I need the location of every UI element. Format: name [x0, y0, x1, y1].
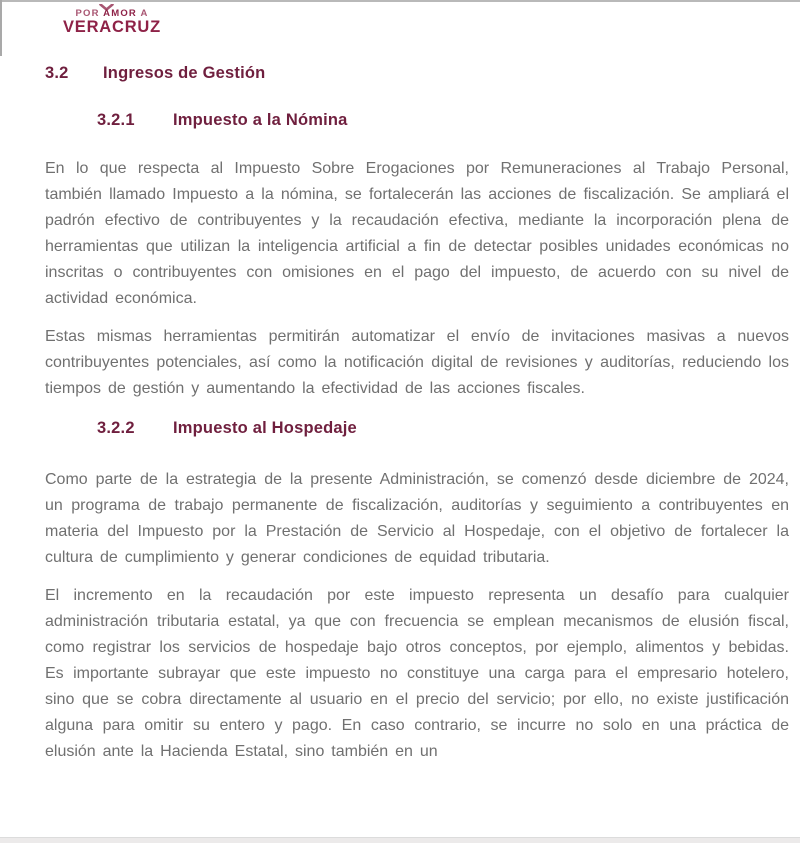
- section-number: 3.2: [45, 64, 69, 82]
- veracruz-logo: [58, 9, 166, 36]
- logo-amor: AMOR: [103, 8, 137, 19]
- paragraph-hospedaje-2: El incremento en la recaudación por este impuesto representa un desafío para cualquier administración tributaria estatal, ya que con frecuencia se emplean mecanismos de elusión fiscal, como registrar los servicios de hospedaje bajo otros conceptos, por ejemplo, alimentos y bebidas. Es importante subrayar que este impuesto no constituye una carga para el empresario hotelero, sino que se cobra directamente al usuario en el precio del servicio; por ello, no existe justificación alguna para omitir su entero y pago. En caso contrario, se incurre no solo en una práctica de elusión ante la Hacienda Estatal, sino también en un: [45, 587, 789, 760]
- paragraph-nomina-2: Estas mismas herramientas permitirán automatizar el envío de invitaciones masivas a nuevos contribuyentes potenciales, así como la notificación digital de revisiones y auditorías, reduciendo los tiempos de gestión y aumentando la efectividad de las acciones fiscales.: [45, 328, 789, 397]
- paragraph-nomina-1: En lo que respecta al Impuesto Sobre Erogaciones por Remuneraciones al Trabajo Personal, también llamado Impuesto a la nómina, se fortalecerán las acciones de fiscalización. Se ampliará el padrón efectivo de contribuyentes y la recaudación efectiva, mediante la incorporación plena de herramientas que utilizan la inteligencia artificial a fin de detectar posibles unidades económicas no inscritas o contribuyentes con omisiones en el pago del impuesto, de acuerdo con su nivel de actividad económica.: [45, 160, 789, 307]
- page-bottom-band: [0, 837, 800, 843]
- page-left-edge: [0, 0, 2, 56]
- subsection-title: Impuesto a la Nómina: [173, 111, 348, 129]
- section-heading: [45, 64, 789, 83]
- subsection-title: Impuesto al Hospedaje: [173, 419, 357, 437]
- subsection-number: 3.2.2: [97, 419, 135, 437]
- document-content: [45, 64, 789, 765]
- logo-por: POR: [75, 8, 100, 19]
- logo-a: A: [140, 8, 149, 19]
- subsection-heading-hospedaje: [45, 419, 789, 438]
- paragraph-hospedaje-1: Como parte de la estrategia de la presente Administración, se comenzó desde diciembre de 2024, un programa de trabajo permanente de fiscalización, auditorías y seguimiento a contribuyentes en materia del Impuesto por la Prestación de Servicio al Hospedaje, con el objetivo de fortalecer la cultura de cumplimiento y generar condiciones de equidad tributaria.: [45, 471, 789, 566]
- subsection-number: 3.2.1: [97, 111, 135, 129]
- section-title: Ingresos de Gestión: [103, 64, 266, 82]
- logo-veracruz: VERACRUZ: [62, 17, 162, 36]
- page-top-edge: [0, 0, 800, 2]
- subsection-heading-nomina: [45, 111, 789, 130]
